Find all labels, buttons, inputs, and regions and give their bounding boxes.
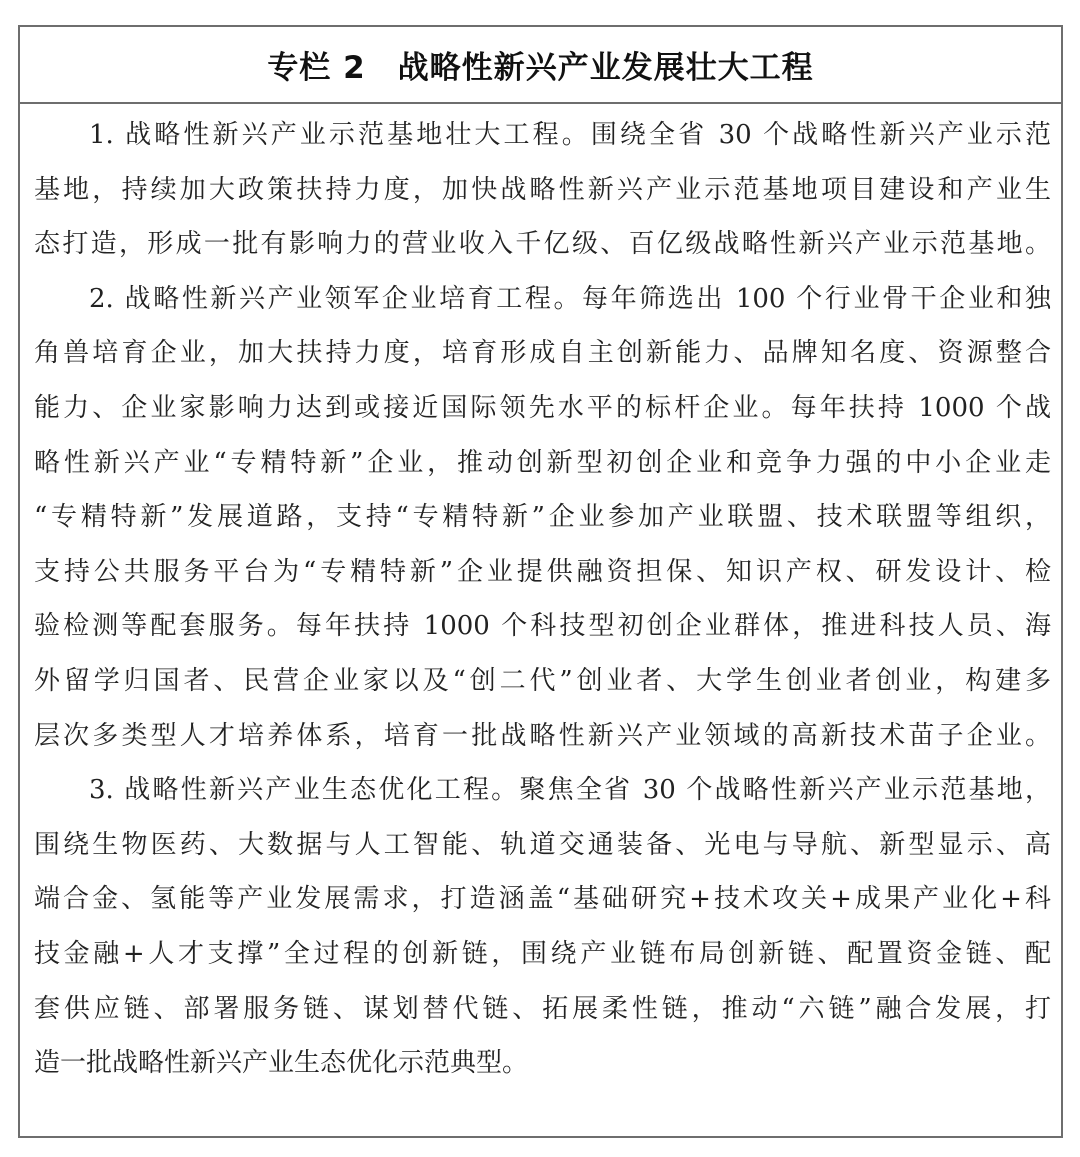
text-line: 端合金、氢能等产业发展需求，打造涵盖“基础研究+技术攻关+成果产业化+科 [34,884,1051,915]
text-line: 外留学归国者、民营企业家以及“创二代”创业者、大学生创业者创业，构建多 [34,665,1051,696]
text-line: 套供应链、部署服务链、谋划替代链、拓展柔性链，推动“六链”融合发展，打 [34,993,1051,1024]
text-line: 层次多类型人才培养体系，培育一批战略性新兴产业领域的高新技术苗子企业。 [34,720,1051,751]
column-box [18,25,1063,1138]
column-header [20,27,1061,104]
text-line: 3. 战略性新兴产业生态优化工程。聚焦全省 30 个战略性新兴产业示范基地， [89,775,1051,806]
text-line: 技金融+人才支撑”全过程的创新链，围绕产业链布局创新链、配置资金链、配 [34,938,1051,969]
text-line: 态打造，形成一批有影响力的营业收入千亿级、百亿级战略性新兴产业示范基地。 [34,229,1051,260]
text-line: 角兽培育企业，加大扶持力度，培育形成自主创新能力、品牌知名度、资源整合 [34,338,1051,369]
text-line: 2. 战略性新兴产业领军企业培育工程。每年筛选出 100 个行业骨干企业和独 [89,283,1051,314]
column-title: 专栏 2 战略性新兴产业发展壮大工程 [267,50,814,86]
text-line: 支持公共服务平台为“专精特新”企业提供融资担保、知识产权、研发设计、检 [34,556,1051,587]
text-line: 略性新兴产业“专精特新”企业，推动创新型初创企业和竞争力强的中小企业走 [34,447,1051,478]
text-line: 造一批战略性新兴产业生态优化示范典型。 [34,1048,529,1079]
text-line: 围绕生物医药、大数据与人工智能、轨道交通装备、光电与导航、新型显示、高 [34,829,1051,860]
text-line: 能力、企业家影响力达到或接近国际领先水平的标杆企业。每年扶持 1000 个战 [34,392,1051,423]
text-line: 1. 战略性新兴产业示范基地壮大工程。围绕全省 30 个战略性新兴产业示范 [89,120,1051,150]
paragraph-1 [34,108,1051,272]
column-body [34,108,1051,1091]
text-line: “专精特新”发展道路，支持“专精特新”企业参加产业联盟、技术联盟等组织， [34,502,1051,533]
text-line: 基地，持续加大政策扶持力度，加快战略性新兴产业示范基地项目建设和产业生 [34,174,1051,205]
paragraph-2 [34,272,1051,763]
text-line: 验检测等配套服务。每年扶持 1000 个科技型初创企业群体，推进科技人员、海 [34,611,1051,642]
paragraph-3 [34,763,1051,1091]
